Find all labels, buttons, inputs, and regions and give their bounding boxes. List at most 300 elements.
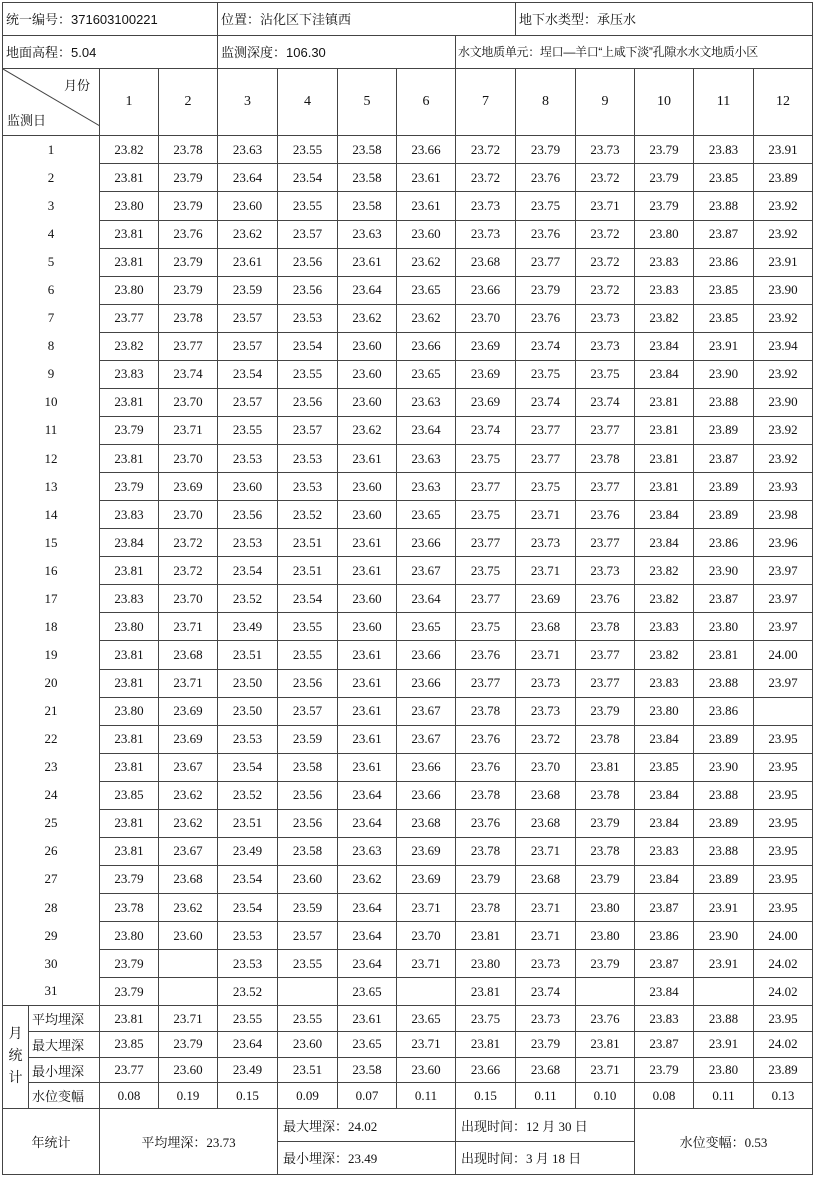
- depth-cell: 23.55: [278, 641, 338, 669]
- ground-elevation: 地面高程：5.04: [3, 35, 218, 68]
- depth-cell: 23.68: [516, 781, 576, 809]
- depth-cell: 23.76: [456, 641, 516, 669]
- depth-cell: 23.55: [278, 192, 338, 220]
- depth-cell: 23.63: [397, 445, 456, 473]
- table-row: [3, 445, 813, 473]
- stat-cell: 23.55: [278, 1006, 338, 1032]
- depth-cell: 23.62: [159, 809, 218, 837]
- depth-cell: 23.79: [159, 248, 218, 276]
- depth-cell: 23.85: [100, 781, 159, 809]
- depth-cell: 23.81: [694, 641, 754, 669]
- day-number: 25: [3, 809, 100, 837]
- depth-cell: 23.79: [100, 978, 159, 1006]
- month-header: 5: [338, 68, 397, 136]
- stat-cell: 24.02: [754, 1031, 813, 1057]
- depth-cell: 23.70: [516, 753, 576, 781]
- depth-cell: 23.71: [397, 894, 456, 922]
- day-number: 26: [3, 837, 100, 865]
- depth-cell: 23.54: [278, 585, 338, 613]
- depth-cell: 23.80: [576, 922, 635, 950]
- depth-cell: 23.53: [218, 922, 278, 950]
- depth-cell: 23.51: [218, 809, 278, 837]
- depth-cell: 23.84: [635, 781, 694, 809]
- day-number: 23: [3, 753, 100, 781]
- annual-max-time: 出现时间：12 月 30 日: [456, 1109, 635, 1142]
- day-number: 15: [3, 529, 100, 557]
- table-row: [3, 894, 813, 922]
- depth-cell: 23.52: [218, 781, 278, 809]
- depth-cell: 23.83: [100, 501, 159, 529]
- table-row: [3, 501, 813, 529]
- day-number: 31: [3, 978, 100, 1006]
- header-row-2: [3, 35, 813, 68]
- stat-cell: 23.88: [694, 1006, 754, 1032]
- depth-cell: 23.53: [218, 950, 278, 978]
- depth-cell: 23.74: [159, 360, 218, 388]
- depth-cell: 23.57: [218, 388, 278, 416]
- depth-cell: 23.77: [576, 529, 635, 557]
- depth-cell: 23.61: [338, 529, 397, 557]
- stat-cell: 0.19: [159, 1083, 218, 1109]
- depth-cell: 23.53: [218, 529, 278, 557]
- depth-cell: 23.79: [576, 809, 635, 837]
- depth-cell: 23.95: [754, 894, 813, 922]
- depth-cell: 23.77: [576, 641, 635, 669]
- stat-label: 最小埋深: [29, 1057, 100, 1083]
- stat-cell: 0.15: [218, 1083, 278, 1109]
- depth-cell: 23.77: [456, 585, 516, 613]
- stat-cell: 23.85: [100, 1031, 159, 1057]
- depth-cell: 23.69: [397, 837, 456, 865]
- stat-cell: 23.73: [516, 1006, 576, 1032]
- depth-cell: 23.66: [397, 332, 456, 360]
- depth-cell: 23.89: [694, 473, 754, 501]
- depth-cell: 23.82: [635, 557, 694, 585]
- depth-cell: 23.64: [338, 950, 397, 978]
- month-header-row: [3, 68, 813, 136]
- depth-cell: 23.60: [159, 922, 218, 950]
- depth-cell: 23.95: [754, 781, 813, 809]
- depth-cell: [694, 978, 754, 1006]
- depth-cell: 23.61: [338, 557, 397, 585]
- depth-cell: 23.87: [635, 950, 694, 978]
- day-number: 28: [3, 894, 100, 922]
- depth-cell: 23.69: [456, 360, 516, 388]
- depth-cell: 23.81: [100, 641, 159, 669]
- depth-cell: 23.76: [576, 585, 635, 613]
- depth-cell: 23.79: [159, 276, 218, 304]
- table-row: [3, 669, 813, 697]
- depth-cell: 23.97: [754, 585, 813, 613]
- depth-cell: 23.60: [218, 192, 278, 220]
- day-number: 13: [3, 473, 100, 501]
- depth-cell: 23.65: [338, 978, 397, 1006]
- depth-cell: 23.78: [456, 697, 516, 725]
- monthly-stat-row: [3, 1083, 813, 1109]
- depth-cell: 23.75: [456, 501, 516, 529]
- day-number: 4: [3, 220, 100, 248]
- depth-cell: 23.57: [218, 304, 278, 332]
- depth-cell: 23.67: [397, 697, 456, 725]
- depth-cell: 23.97: [754, 669, 813, 697]
- depth-cell: 23.89: [694, 501, 754, 529]
- stat-cell: 23.91: [694, 1031, 754, 1057]
- depth-cell: 23.62: [338, 304, 397, 332]
- depth-cell: 23.54: [218, 753, 278, 781]
- corner-diagonal-cell: [3, 68, 100, 136]
- depth-cell: 23.53: [278, 473, 338, 501]
- annual-water-level-range: 水位变幅：0.53: [635, 1109, 813, 1175]
- depth-cell: 23.86: [694, 697, 754, 725]
- table-row: [3, 613, 813, 641]
- depth-cell: 23.64: [338, 809, 397, 837]
- depth-cell: 23.88: [694, 669, 754, 697]
- table-row: [3, 164, 813, 192]
- depth-cell: 23.89: [694, 865, 754, 893]
- stat-cell: 23.60: [397, 1057, 456, 1083]
- stat-cell: 23.64: [218, 1031, 278, 1057]
- depth-cell: 23.85: [635, 753, 694, 781]
- depth-cell: 23.56: [278, 248, 338, 276]
- depth-cell: 23.87: [694, 220, 754, 248]
- depth-cell: 23.81: [100, 837, 159, 865]
- depth-cell: 23.87: [694, 585, 754, 613]
- stat-cell: 23.95: [754, 1006, 813, 1032]
- depth-cell: 23.49: [218, 837, 278, 865]
- depth-cell: 23.81: [100, 557, 159, 585]
- depth-cell: 23.72: [159, 557, 218, 585]
- depth-cell: 23.68: [516, 809, 576, 837]
- depth-cell: 23.72: [576, 276, 635, 304]
- depth-cell: 23.69: [159, 725, 218, 753]
- depth-cell: 23.70: [159, 388, 218, 416]
- month-header: 6: [397, 68, 456, 136]
- stat-label: 水位变幅: [29, 1083, 100, 1109]
- table-row: [3, 809, 813, 837]
- depth-cell: 23.83: [635, 248, 694, 276]
- table-row: [3, 922, 813, 950]
- header-row-1: [3, 3, 813, 36]
- stat-cell: 23.75: [456, 1006, 516, 1032]
- depth-cell: 23.77: [456, 669, 516, 697]
- depth-cell: 23.77: [576, 416, 635, 444]
- depth-cell: 23.65: [397, 501, 456, 529]
- depth-cell: 23.71: [516, 557, 576, 585]
- depth-cell: 23.55: [278, 360, 338, 388]
- depth-cell: 23.56: [218, 501, 278, 529]
- day-number: 21: [3, 697, 100, 725]
- depth-cell: 23.78: [576, 781, 635, 809]
- depth-cell: 23.92: [754, 304, 813, 332]
- depth-cell: 23.76: [456, 753, 516, 781]
- depth-cell: 23.80: [635, 697, 694, 725]
- depth-cell: 23.60: [338, 585, 397, 613]
- depth-cell: 23.92: [754, 192, 813, 220]
- day-number: 11: [3, 416, 100, 444]
- depth-cell: 23.64: [338, 781, 397, 809]
- depth-cell: 23.71: [516, 641, 576, 669]
- depth-cell: 23.71: [516, 922, 576, 950]
- stat-cell: 23.65: [338, 1031, 397, 1057]
- stat-cell: 0.07: [338, 1083, 397, 1109]
- stat-cell: 23.65: [397, 1006, 456, 1032]
- depth-cell: 23.89: [694, 416, 754, 444]
- depth-cell: 23.82: [635, 585, 694, 613]
- depth-cell: 23.61: [338, 753, 397, 781]
- stat-cell: 0.13: [754, 1083, 813, 1109]
- depth-cell: 23.73: [516, 950, 576, 978]
- depth-cell: 23.72: [576, 220, 635, 248]
- depth-cell: 23.78: [456, 781, 516, 809]
- depth-cell: 23.91: [694, 950, 754, 978]
- depth-cell: 23.95: [754, 809, 813, 837]
- depth-cell: 23.84: [635, 809, 694, 837]
- depth-cell: 23.83: [635, 669, 694, 697]
- depth-cell: 23.68: [159, 641, 218, 669]
- depth-cell: 23.80: [456, 950, 516, 978]
- stat-cell: 0.09: [278, 1083, 338, 1109]
- depth-cell: 23.80: [576, 894, 635, 922]
- stat-cell: 0.08: [100, 1083, 159, 1109]
- depth-cell: 23.88: [694, 388, 754, 416]
- depth-cell: 23.84: [635, 529, 694, 557]
- table-row: [3, 725, 813, 753]
- stat-cell: 23.71: [397, 1031, 456, 1057]
- depth-cell: 23.90: [694, 557, 754, 585]
- depth-cell: 23.60: [338, 473, 397, 501]
- depth-cell: 23.76: [576, 501, 635, 529]
- table-row: [3, 529, 813, 557]
- depth-cell: 23.78: [576, 725, 635, 753]
- stat-cell: 23.79: [516, 1031, 576, 1057]
- depth-cell: 23.84: [635, 332, 694, 360]
- depth-cell: 23.75: [456, 613, 516, 641]
- depth-cell: 23.51: [218, 641, 278, 669]
- depth-cell: 23.60: [397, 220, 456, 248]
- depth-cell: 23.71: [576, 192, 635, 220]
- depth-cell: 23.58: [338, 164, 397, 192]
- day-number: 18: [3, 613, 100, 641]
- depth-cell: 23.82: [635, 641, 694, 669]
- depth-cell: 23.91: [754, 248, 813, 276]
- depth-cell: 23.77: [516, 445, 576, 473]
- groundwater-type: 地下水类型：承压水: [516, 3, 813, 36]
- day-number: 16: [3, 557, 100, 585]
- depth-cell: 23.61: [338, 725, 397, 753]
- depth-cell: 23.69: [456, 332, 516, 360]
- depth-cell: 23.92: [754, 220, 813, 248]
- depth-cell: 23.83: [100, 585, 159, 613]
- depth-cell: 23.56: [278, 781, 338, 809]
- depth-cell: 23.84: [100, 529, 159, 557]
- stat-cell: 23.66: [456, 1057, 516, 1083]
- depth-cell: 23.64: [397, 585, 456, 613]
- depth-cell: 23.92: [754, 416, 813, 444]
- annual-average-depth: 平均埋深：23.73: [100, 1109, 278, 1175]
- depth-cell: 23.77: [516, 248, 576, 276]
- depth-cell: 23.70: [397, 922, 456, 950]
- depth-cell: 23.52: [278, 501, 338, 529]
- depth-cell: 23.79: [456, 865, 516, 893]
- depth-cell: 23.79: [635, 192, 694, 220]
- depth-cell: 23.71: [397, 950, 456, 978]
- depth-cell: [754, 697, 813, 725]
- depth-cell: 23.66: [397, 529, 456, 557]
- depth-cell: 23.60: [338, 332, 397, 360]
- depth-cell: 23.68: [397, 809, 456, 837]
- table-row: [3, 276, 813, 304]
- depth-cell: 23.63: [397, 473, 456, 501]
- depth-cell: 23.69: [159, 473, 218, 501]
- depth-cell: 23.70: [159, 501, 218, 529]
- depth-cell: 23.73: [456, 192, 516, 220]
- day-number: 14: [3, 501, 100, 529]
- depth-cell: 23.79: [159, 192, 218, 220]
- depth-cell: 23.77: [516, 416, 576, 444]
- depth-cell: 23.81: [100, 669, 159, 697]
- depth-cell: 23.61: [218, 248, 278, 276]
- depth-cell: 23.63: [218, 136, 278, 164]
- depth-cell: 23.60: [338, 501, 397, 529]
- day-number: 5: [3, 248, 100, 276]
- depth-cell: 23.73: [516, 697, 576, 725]
- depth-cell: 23.73: [516, 669, 576, 697]
- depth-cell: 23.90: [694, 922, 754, 950]
- depth-cell: 23.76: [456, 725, 516, 753]
- monthly-stats-label-text: 月统计: [8, 1027, 23, 1087]
- day-number: 22: [3, 725, 100, 753]
- depth-cell: 23.55: [278, 950, 338, 978]
- annual-stats-row: [3, 1109, 813, 1142]
- depth-cell: 23.67: [397, 557, 456, 585]
- depth-cell: 23.81: [576, 753, 635, 781]
- depth-cell: [159, 978, 218, 1006]
- depth-cell: 23.95: [754, 725, 813, 753]
- table-row: [3, 332, 813, 360]
- depth-cell: 23.80: [100, 276, 159, 304]
- depth-cell: 23.60: [338, 613, 397, 641]
- stat-cell: 23.49: [218, 1057, 278, 1083]
- month-header: 2: [159, 68, 218, 136]
- month-header: 1: [100, 68, 159, 136]
- depth-cell: 23.55: [278, 613, 338, 641]
- depth-cell: 23.80: [100, 192, 159, 220]
- depth-cell: 23.62: [159, 781, 218, 809]
- stat-cell: 23.76: [576, 1006, 635, 1032]
- depth-cell: 24.00: [754, 922, 813, 950]
- depth-cell: 23.79: [159, 164, 218, 192]
- depth-cell: 23.80: [100, 697, 159, 725]
- depth-cell: 23.77: [159, 332, 218, 360]
- stat-cell: 23.80: [694, 1057, 754, 1083]
- stat-cell: 23.61: [338, 1006, 397, 1032]
- annual-max-depth: 最大埋深：24.02: [278, 1109, 456, 1142]
- depth-cell: 24.02: [754, 978, 813, 1006]
- depth-cell: 23.79: [100, 950, 159, 978]
- depth-cell: 23.67: [159, 753, 218, 781]
- depth-cell: 23.62: [397, 248, 456, 276]
- depth-cell: 23.54: [278, 164, 338, 192]
- depth-cell: 23.79: [516, 276, 576, 304]
- depth-cell: 23.72: [516, 725, 576, 753]
- depth-cell: 23.88: [694, 837, 754, 865]
- depth-cell: 23.61: [338, 669, 397, 697]
- depth-cell: 23.83: [635, 613, 694, 641]
- annual-label: 年统计: [3, 1109, 100, 1175]
- depth-cell: 23.71: [516, 501, 576, 529]
- depth-cell: 23.66: [397, 641, 456, 669]
- depth-cell: 23.81: [635, 388, 694, 416]
- table-row: [3, 753, 813, 781]
- day-number: 19: [3, 641, 100, 669]
- depth-cell: 23.77: [456, 529, 516, 557]
- day-number: 24: [3, 781, 100, 809]
- depth-cell: 23.64: [338, 922, 397, 950]
- depth-cell: 23.87: [635, 894, 694, 922]
- depth-cell: 23.69: [397, 865, 456, 893]
- depth-cell: 23.71: [159, 416, 218, 444]
- depth-cell: 23.60: [278, 865, 338, 893]
- table-row: [3, 416, 813, 444]
- depth-cell: 23.56: [278, 669, 338, 697]
- day-number: 12: [3, 445, 100, 473]
- depth-cell: 23.72: [576, 248, 635, 276]
- depth-cell: 23.57: [278, 922, 338, 950]
- depth-cell: 23.89: [694, 725, 754, 753]
- depth-cell: 23.75: [576, 360, 635, 388]
- depth-cell: 23.78: [456, 837, 516, 865]
- depth-cell: 23.73: [576, 332, 635, 360]
- depth-cell: 23.76: [456, 809, 516, 837]
- depth-cell: 23.65: [397, 613, 456, 641]
- depth-cell: 23.81: [100, 725, 159, 753]
- month-header: 12: [754, 68, 813, 136]
- depth-cell: 23.81: [635, 416, 694, 444]
- depth-cell: 23.81: [100, 809, 159, 837]
- depth-cell: 23.59: [278, 725, 338, 753]
- stat-cell: 0.11: [694, 1083, 754, 1109]
- depth-cell: 23.93: [754, 473, 813, 501]
- depth-cell: 23.82: [100, 332, 159, 360]
- depth-cell: 23.59: [278, 894, 338, 922]
- stat-cell: 23.77: [100, 1057, 159, 1083]
- depth-cell: 23.85: [694, 164, 754, 192]
- depth-cell: 23.78: [100, 894, 159, 922]
- depth-cell: 24.00: [754, 641, 813, 669]
- depth-cell: 23.78: [159, 136, 218, 164]
- depth-cell: 23.79: [100, 416, 159, 444]
- depth-cell: 23.68: [456, 248, 516, 276]
- depth-cell: 23.86: [635, 922, 694, 950]
- depth-cell: 23.97: [754, 557, 813, 585]
- depth-cell: 23.84: [635, 501, 694, 529]
- stat-cell: 23.79: [635, 1057, 694, 1083]
- depth-cell: 23.57: [278, 697, 338, 725]
- depth-cell: 23.84: [635, 725, 694, 753]
- day-number: 1: [3, 136, 100, 164]
- depth-cell: 23.54: [218, 557, 278, 585]
- depth-cell: 23.63: [338, 837, 397, 865]
- day-number: 8: [3, 332, 100, 360]
- depth-cell: 23.83: [100, 360, 159, 388]
- depth-cell: 23.62: [159, 894, 218, 922]
- depth-cell: 23.81: [100, 220, 159, 248]
- stat-cell: 0.15: [456, 1083, 516, 1109]
- depth-cell: 23.58: [338, 192, 397, 220]
- table-row: [3, 585, 813, 613]
- day-number: 29: [3, 922, 100, 950]
- month-header: 9: [576, 68, 635, 136]
